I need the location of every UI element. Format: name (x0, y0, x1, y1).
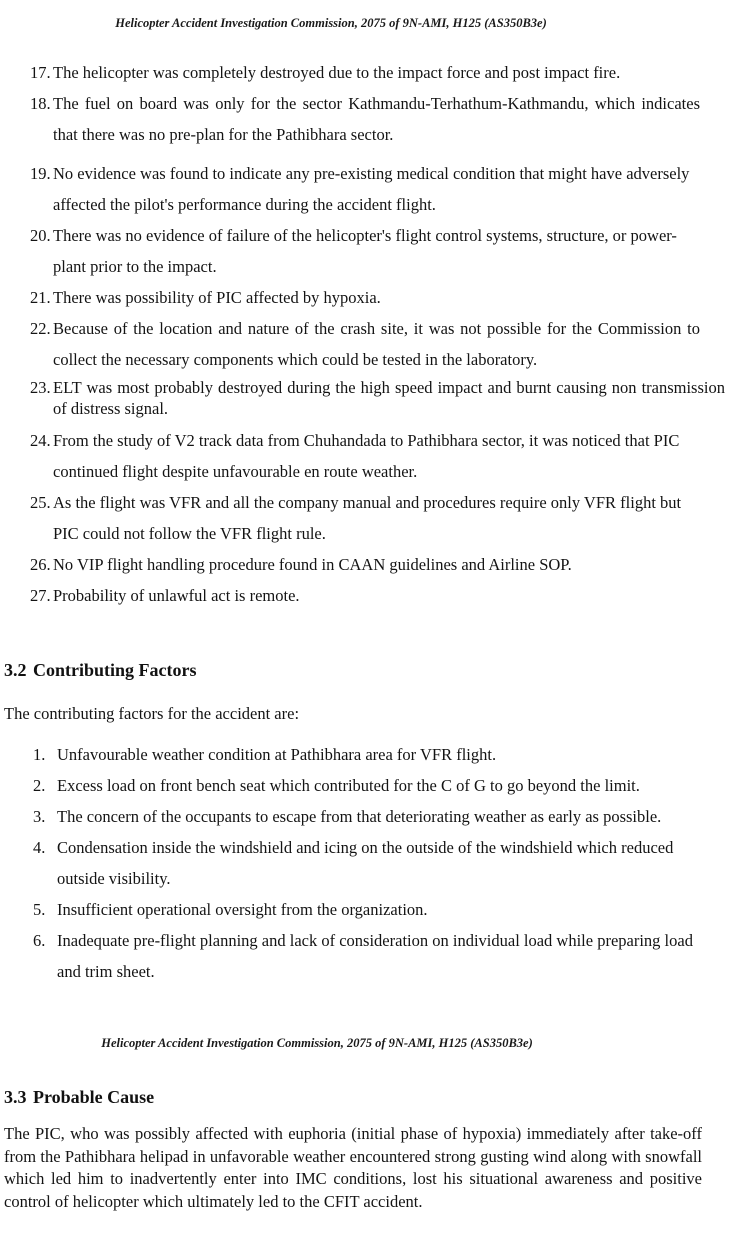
list-item (30, 487, 700, 549)
list-item (33, 832, 700, 894)
list-item-number: 27. (30, 586, 51, 605)
section-probable-cause (0, 1036, 730, 1213)
section-number: 3.2 (4, 660, 27, 680)
list-item-text: The concern of the occupants to escape from that deteriorating weather as early as possible. (57, 807, 662, 826)
list-item (30, 313, 700, 375)
list-item-number: 2. (33, 776, 46, 795)
list-item (30, 549, 700, 580)
list-item-number: 17. (30, 63, 51, 82)
factors-list (4, 739, 700, 987)
list-item-text: Unfavourable weather condition at Pathibhara area for VFR flight. (57, 745, 497, 764)
list-item-number: 5. (33, 900, 46, 919)
list-item-number: 4. (33, 838, 46, 857)
list-item-text: As the flight was VFR and all the company manual and procedures require only VFR flight but PIC could not follow the VFR flight rule. (53, 493, 682, 543)
list-item-text: Probability of unlawful act is remote. (53, 586, 300, 605)
section-contributing-factors (0, 658, 730, 987)
list-item-number: 26. (30, 555, 51, 574)
list-item (30, 377, 725, 419)
list-item-text: Because of the location and nature of the crash site, it was not possible for the Commission to collect the necessary components which could be tested in the laboratory. (53, 319, 700, 369)
running-header-top: Helicopter Accident Investigation Commission, 2075 of 9N-AMI, H125 (AS350B3e) (115, 16, 547, 30)
list-item (30, 158, 700, 220)
list-item (30, 580, 700, 611)
section-title: Contributing Factors (33, 660, 197, 680)
list-item-text: The fuel on board was only for the sector Kathmandu-Terhathum-Kathmandu, which indicates that there was no pre-plan for the Pathibhara sector. (53, 94, 700, 144)
list-item (30, 57, 700, 88)
list-item (30, 88, 700, 150)
running-header-middle: Helicopter Accident Investigation Commission, 2075 of 9N-AMI, H125 (AS350B3e) (101, 1036, 533, 1050)
section-intro: The contributing factors for the accident are: (4, 704, 300, 723)
list-item-number: 22. (30, 319, 51, 338)
list-item-number: 1. (33, 745, 46, 764)
list-item-text: Insufficient operational oversight from the organization. (57, 900, 428, 919)
list-item (33, 770, 700, 801)
list-item-text: From the study of V2 track data from Chuhandada to Pathibhara sector, it was noticed that PIC continued flight despite unfavourable en route weather. (53, 431, 680, 481)
list-item-text: ELT was most probably destroyed during the high speed impact and burnt causing non transmission of distress signal. (53, 378, 725, 418)
section-number: 3.3 (4, 1087, 27, 1107)
section-heading (0, 1085, 730, 1109)
list-item-text: Excess load on front bench seat which contributed for the C of G to go beyond the limit. (57, 776, 640, 795)
list-item-text: The helicopter was completely destroyed due to the impact force and post impact fire. (53, 63, 621, 82)
list-item-number: 6. (33, 931, 46, 950)
list-item (33, 801, 700, 832)
list-item-text: There was possibility of PIC affected by hypoxia. (53, 288, 381, 307)
list-item (30, 282, 700, 313)
list-item (33, 894, 700, 925)
list-item (33, 925, 700, 987)
list-item-text: Condensation inside the windshield and icing on the outside of the windshield which reduced outside visibility. (57, 838, 674, 888)
list-item (30, 425, 700, 487)
section-heading (4, 658, 700, 682)
list-item-number: 20. (30, 226, 51, 245)
list-item-number: 3. (33, 807, 46, 826)
list-item-number: 19. (30, 164, 51, 183)
list-item-text: Inadequate pre-flight planning and lack of consideration on individual load while preparing load and trim sheet. (57, 931, 693, 981)
list-item-number: 21. (30, 288, 51, 307)
list-item-text: No VIP flight handling procedure found in CAAN guidelines and Airline SOP. (53, 555, 572, 574)
findings-list (0, 57, 730, 611)
section-title: Probable Cause (33, 1087, 155, 1107)
list-item-text: There was no evidence of failure of the helicopter's flight control systems, structure, or power-plant prior to the impact. (53, 226, 677, 276)
list-item-number: 23. (30, 378, 51, 397)
list-item-number: 24. (30, 431, 51, 450)
list-item-text: No evidence was found to indicate any pre-existing medical condition that might have adversely affected the pilot's performance during the accident flight. (53, 164, 690, 214)
probable-cause-paragraph: The PIC, who was possibly affected with euphoria (initial phase of hypoxia) immediately after take-off from the Pathibhara helipad in unfavorable weather encountered strong gusting wind along with snowfall which led him to inadvertently enter into IMC conditions, lost his situational awareness and positive control of helicopter which ultimately led to the CFIT accident. (4, 1124, 702, 1211)
list-item-number: 18. (30, 94, 51, 113)
list-item-number: 25. (30, 493, 51, 512)
list-item (30, 220, 700, 282)
list-item (33, 739, 700, 770)
